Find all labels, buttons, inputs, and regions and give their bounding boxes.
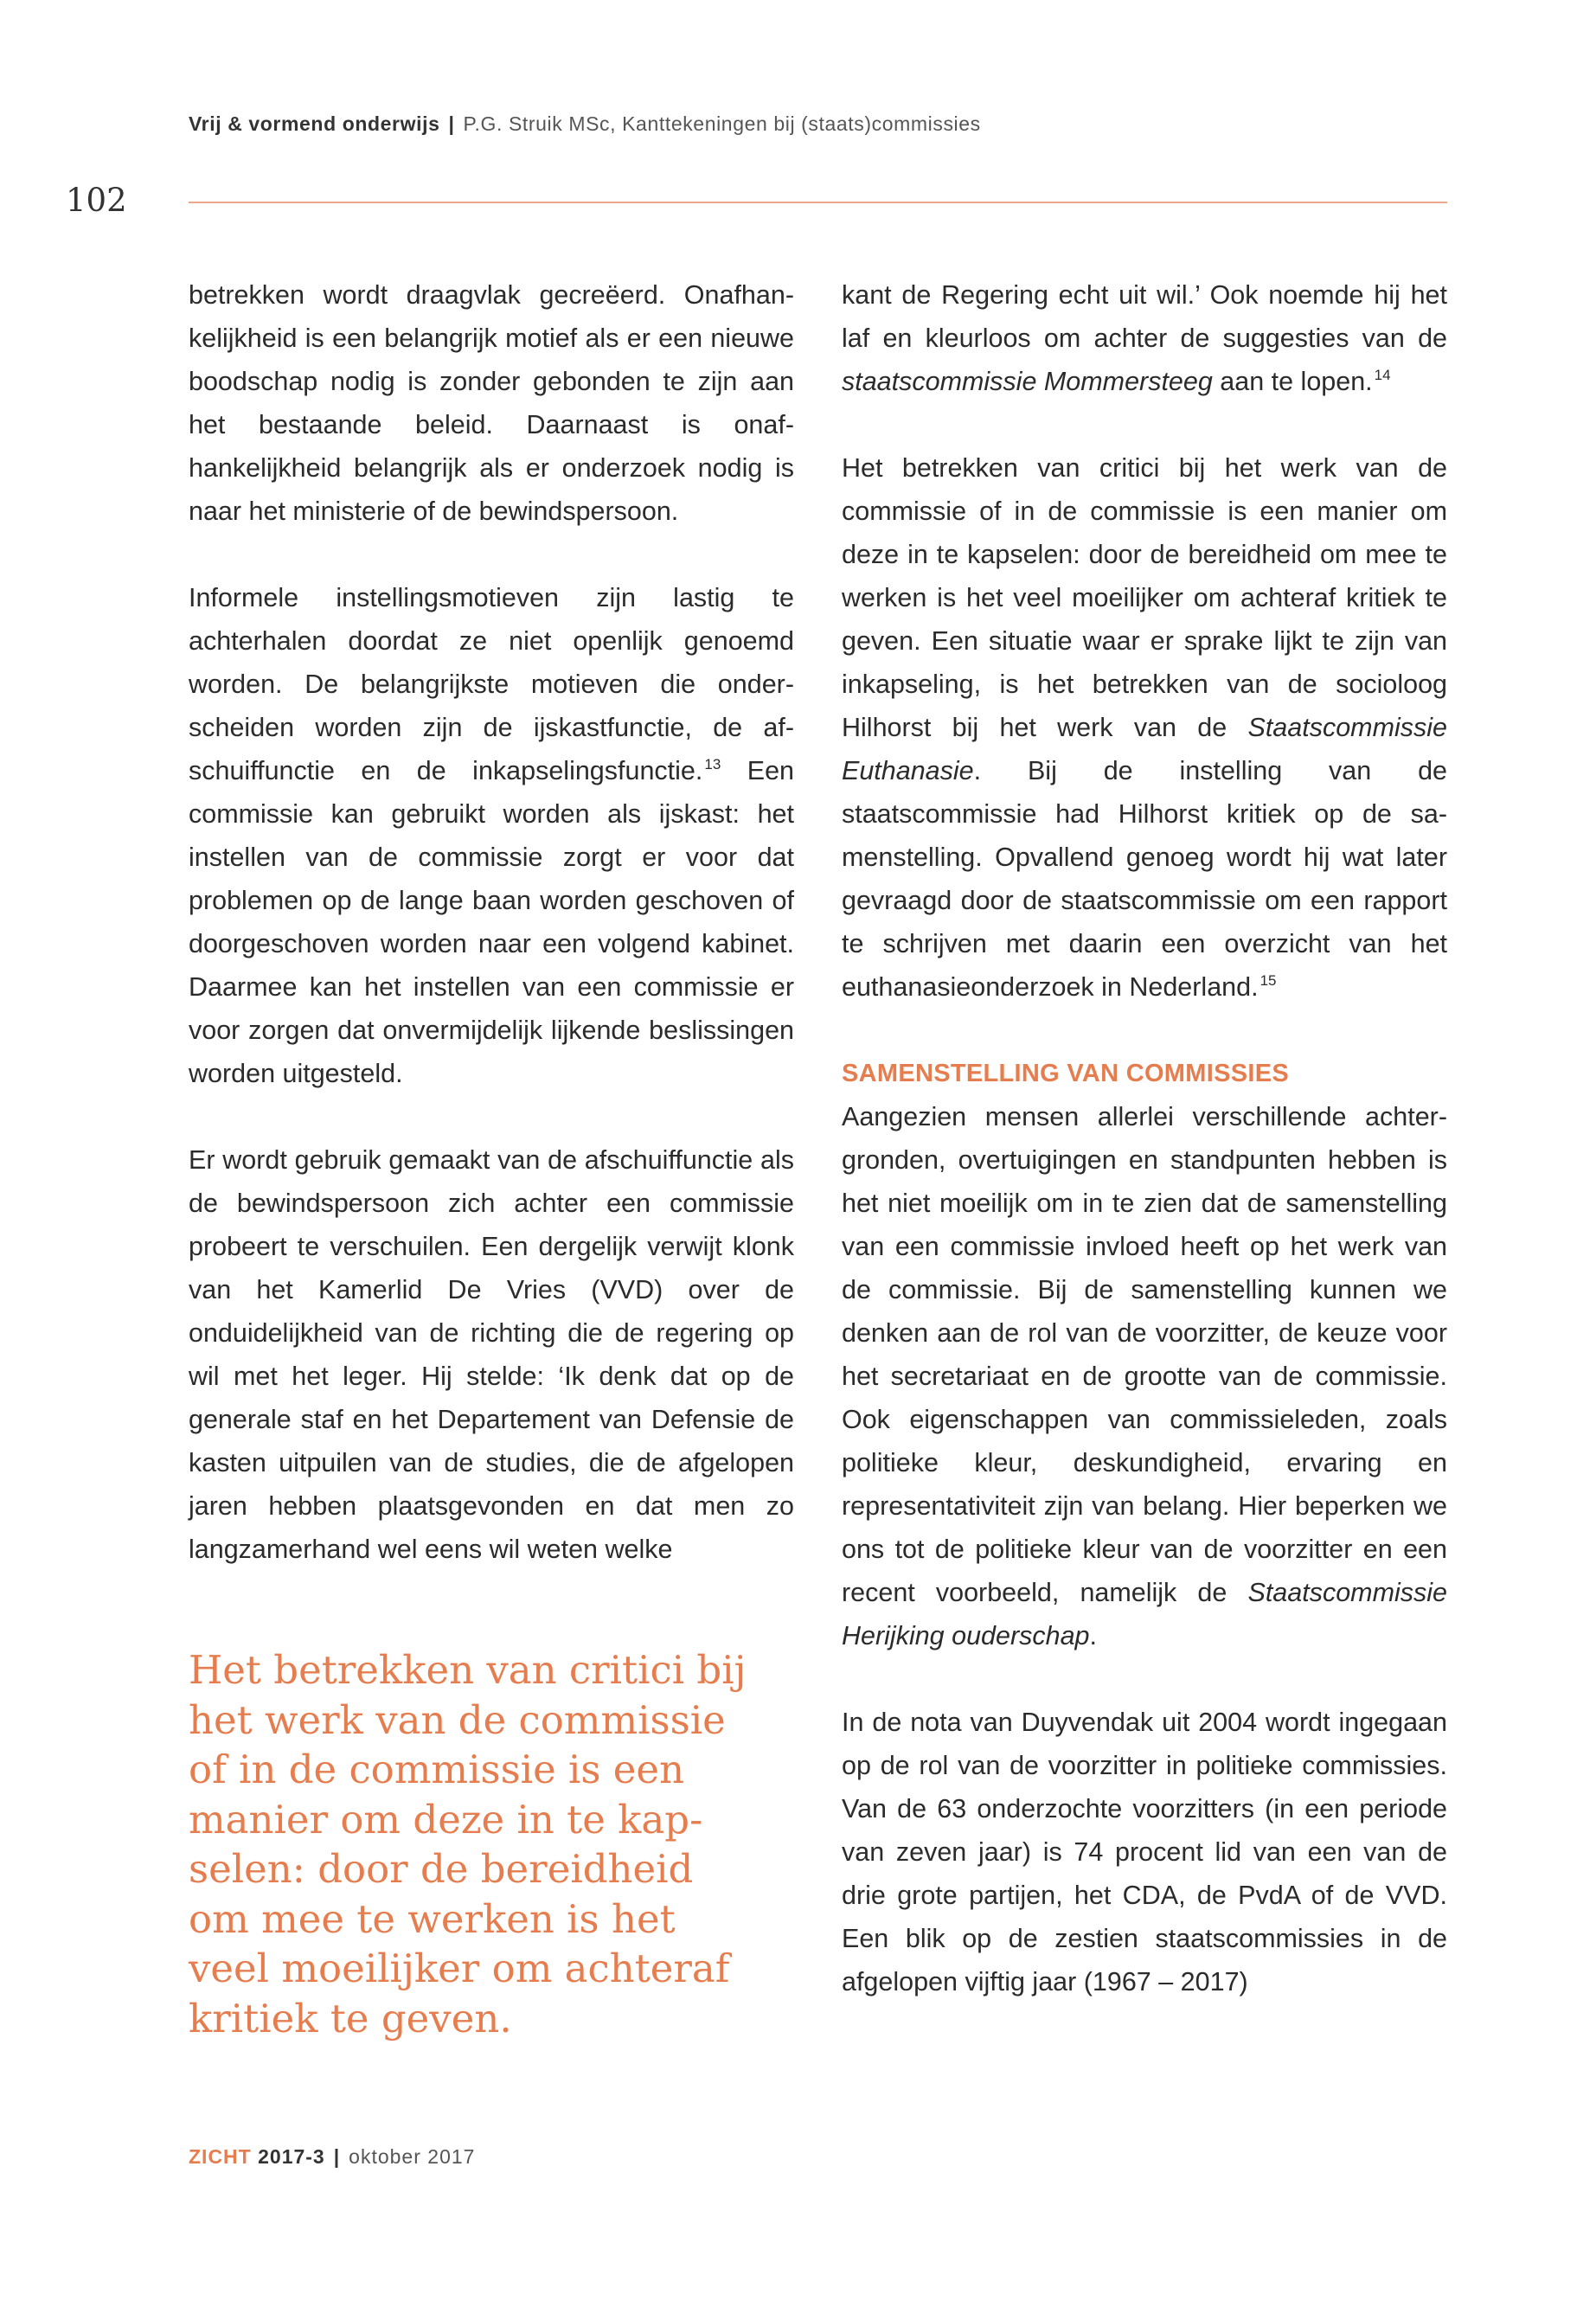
journal-title: Vrij & vormend onderwijs xyxy=(189,112,440,135)
running-head xyxy=(189,112,981,136)
right-paragraph-2 xyxy=(842,446,1447,1009)
header-separator: | xyxy=(448,112,455,135)
right-column xyxy=(842,273,1447,2003)
right-paragraph-3 xyxy=(842,1095,1447,1657)
right-paragraph-2-text: Het betrekken van critici bij het werk van de commissie of in de commissie is een manier om deze in te kapselen: door de bereidheid om mee te werken is het veel moeilijker om achteraf kritiek te geven. Een situatie waar er sprake lijkt te zijn van inkapseling, is het betrekken van de socioloog Hilhorst bij het werk van de xyxy=(842,453,1447,742)
footnote-ref-13: 13 xyxy=(704,756,721,772)
right-paragraph-2-italic: Staatscommissie Euthanasie xyxy=(842,713,1447,785)
section-heading: SAMENSTELLING VAN COMMISSIES xyxy=(842,1060,1290,1087)
right-paragraph-3-text: Aangezien mensen allerlei verschillende achtergronden, overtuigingen en standpunten hebben is het niet moeilijk om in te zien dat de samenstelling van een commissie invloed heeft op het werk van de commissie. Bij de samenstelling kunnen we denken aan de rol van de voorzitter, de keuze voor het secretariaat en de grootte van de commissie. Ook eigenschappen van commissieleden, zoals politieke kleur, deskundigheid, ervaring en representativiteit zijn van belang. Hier beperken we ons tot de politieke kleur van de voorzitter en een recent voorbeeld, namelijk de xyxy=(842,1102,1447,1607)
left-paragraph-2 xyxy=(189,576,794,1095)
pull-quote-line: veel moeilijker om achteraf xyxy=(189,1945,730,1991)
footer-date: oktober 2017 xyxy=(349,2145,476,2168)
page-footer xyxy=(189,2145,475,2169)
article-title: P.G. Struik MSc, Kanttekeningen bij (staats)commissies xyxy=(463,112,981,135)
pull-quote-line: kritiek te geven. xyxy=(189,1995,512,2041)
pull-quote-line: manier om deze in te kap- xyxy=(189,1796,703,1843)
left-paragraph-1: betrekken wordt draagvlak gecreëerd. Onafhankelijkheid is een belangrijk motief als er een nieuwe boodschap nodig is zonder gebonden te zijn aan het bestaande beleid. Daarnaast is onafhankelijkheid belangrijk als er onderzoek nodig is naar het ministerie of de bewindspersoon. xyxy=(189,280,794,526)
pull-quote-line: het werk van de commissie xyxy=(189,1696,726,1743)
right-paragraph-3-italic: Staatscommissie Herijking ouderschap xyxy=(842,1578,1447,1650)
footnote-ref-15: 15 xyxy=(1259,972,1277,989)
footer-brand: ZICHT xyxy=(189,2145,252,2168)
left-column xyxy=(189,273,794,1571)
right-paragraph-1-text: kant de Regering echt uit wil.’ Ook noemde hij het laf en kleurloos om achter de suggesties van de xyxy=(842,280,1447,353)
left-paragraph-3: Er wordt gebruik gemaakt van de afschuiffunctie als de bewindspersoon zich achter een commissie probeert te verschuilen. Een dergelijk verwijt klonk van het Kamerlid De Vries (VVD) over de onduidelijkheid van de richting die de regering op wil met het leger. Hij stelde: ‘Ik denk dat op de generale staf en het Departement van Defensie de kasten uitpuilen van de studies, die de afgelopen jaren hebben plaatsgevonden en dat men zo langzamerhand wel eens wil weten welke xyxy=(189,1145,794,1564)
right-paragraph-3-text-cont: . xyxy=(1089,1621,1098,1650)
left-paragraph-2-text-cont: Een commissie kan gebruikt worden als ijskast: het instellen van de commissie zorgt er voor dat problemen op de lange baan worden geschoven of doorgeschoven worden naar een volgend kabinet. Daarmee kan het instellen van een commissie er voor zorgen dat onvermijdelijk lijkende beslissingen worden uitgesteld. xyxy=(189,756,794,1088)
header-rule xyxy=(189,202,1447,203)
pull-quote-line: om mee te werken is het xyxy=(189,1895,676,1942)
footer-issue: 2017-3 xyxy=(258,2145,325,2168)
pull-quote-line: of in de commissie is een xyxy=(189,1747,685,1792)
right-paragraph-1-text-cont: aan te lopen. xyxy=(1212,367,1373,396)
pull-quote-line: Het betrekken van critici bij xyxy=(189,1647,747,1693)
right-paragraph-4: In de nota van Duyvendak uit 2004 wordt ingegaan op de rol van de voorzitter in politieke commissies. Van de 63 onderzochte voorzitters (in een periode van zeven jaar) is 74 procent lid van een van de drie grote partijen, het CDA, de PvdA of de VVD. Een blik op de zestien staatscommissies in de afgelopen vijftig jaar (1967 – 2017) xyxy=(842,1708,1447,1997)
right-paragraph-1-italic: staatscommissie Mommersteeg xyxy=(842,367,1213,396)
left-paragraph-2-text: Informele instellingsmotieven zijn lastig te achterhalen doordat ze niet openlijk genoemd worden. De belangrijkste motieven die onderscheiden worden zijn de ijskastfunctie, de afschuiffunctie en de inkapselingsfunctie. xyxy=(189,583,794,785)
page-number: 102 xyxy=(66,182,127,219)
pull-quote xyxy=(189,1645,794,2043)
pull-quote-line: selen: door de bereidheid xyxy=(189,1846,694,1892)
right-paragraph-1 xyxy=(842,273,1447,403)
right-paragraph-2-text-cont: . Bij de instelling van de staatscommissie had Hilhorst kritiek op de samenstelling. Opvallend genoeg wordt hij wat later gevraagd door de staatscommissie om een rapport te schrijven met daarin een overzicht van het euthanasieonderzoek in Nederland. xyxy=(842,756,1447,1002)
footnote-ref-14: 14 xyxy=(1374,367,1391,383)
footer-separator: | xyxy=(333,2145,341,2168)
